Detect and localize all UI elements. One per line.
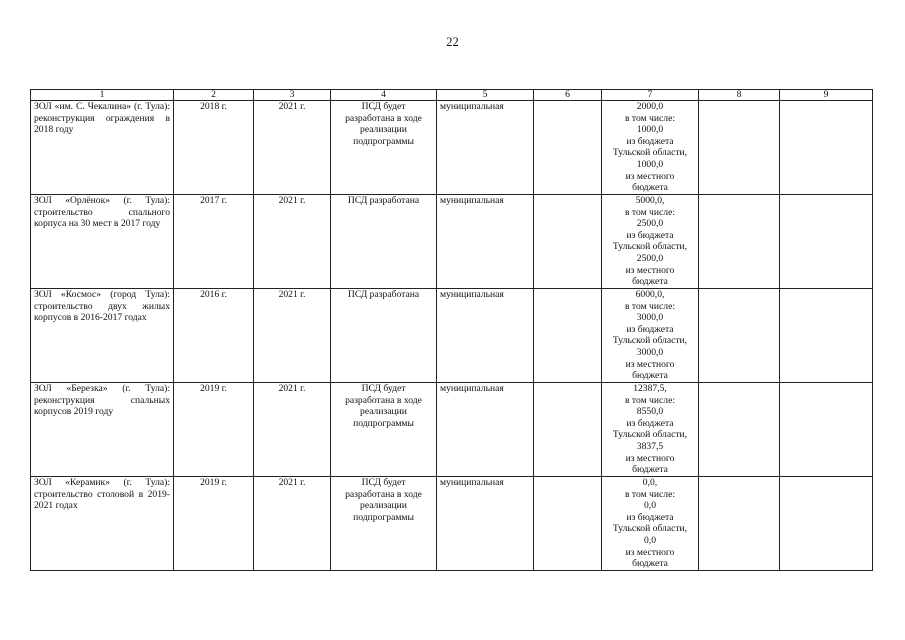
cell-col-1: ЗОЛ «Керамик» (г. Тула): строительство столовой в 2019-2021 годах <box>31 477 174 571</box>
cell-line: ПСД разработана <box>347 289 420 300</box>
table-row <box>31 477 873 571</box>
cell-line: подпрограммы <box>353 511 414 523</box>
cell-line: 12387,5, <box>633 383 667 394</box>
cell-line: 2000,0 <box>636 101 664 112</box>
table-row <box>31 289 873 383</box>
cell-col-2: 2016 г. <box>174 289 254 383</box>
cell-line: 2500,0 <box>636 218 664 230</box>
column-header: 1 <box>31 90 174 101</box>
cell-col-4 <box>331 101 437 195</box>
cell-line: Тульской области, <box>612 429 688 441</box>
column-number-row <box>31 90 873 101</box>
cell-line: 5000,0, <box>635 195 665 206</box>
table-row <box>31 195 873 289</box>
column-header: 7 <box>602 90 699 101</box>
cell-col-3: 2021 г. <box>254 289 331 383</box>
cell-col-7 <box>602 101 699 195</box>
cell-col-1: ЗОЛ «им. С. Чекалина» (г. Тула): реконструкция ограждения в 2018 году <box>31 101 174 195</box>
cell-line: подпрограммы <box>353 135 414 147</box>
cell-col-7 <box>602 289 699 383</box>
cell-line: реализации <box>360 124 407 136</box>
cell-line: из местного <box>625 546 675 558</box>
cell-col-5: муниципальная <box>437 195 534 289</box>
cell-line: Тульской области, <box>612 523 688 535</box>
cell-col-7 <box>602 477 699 571</box>
cell-line: из местного <box>625 452 675 464</box>
cell-line: разработана в ходе <box>345 488 422 500</box>
table-row <box>31 101 873 195</box>
column-header: 8 <box>699 90 780 101</box>
cell-line: разработана в ходе <box>345 112 422 124</box>
cell-col-1: ЗОЛ «Орлёнок» (г. Тула): строительство спального корпуса на 30 мест в 2017 году <box>31 195 174 289</box>
cell-col-6 <box>534 289 602 383</box>
cell-col-8 <box>699 195 780 289</box>
cell-col-7 <box>602 383 699 477</box>
cell-col-4 <box>331 195 437 289</box>
cell-col-1: ЗОЛ «Космос» (город Тула): строительство двух жилых корпусов в 2016-2017 годах <box>31 289 174 383</box>
cell-col-5: муниципальная <box>437 289 534 383</box>
cell-line: 2500,0 <box>636 252 664 264</box>
cell-line: из бюджета <box>626 323 674 335</box>
cell-col-8 <box>699 101 780 195</box>
cell-col-6 <box>534 195 602 289</box>
cell-line: бюджета <box>632 370 668 382</box>
cell-col-4 <box>331 383 437 477</box>
column-header: 6 <box>534 90 602 101</box>
cell-col-4 <box>331 289 437 383</box>
cell-line: разработана в ходе <box>345 394 422 406</box>
cell-col-5: муниципальная <box>437 101 534 195</box>
cell-line: ПСД будет <box>361 383 406 394</box>
program-table <box>30 89 873 571</box>
cell-line: Тульской области, <box>612 241 688 253</box>
cell-line: из бюджета <box>626 417 674 429</box>
cell-col-9 <box>780 101 873 195</box>
cell-line: 0,0, <box>642 477 658 488</box>
cell-col-2: 2018 г. <box>174 101 254 195</box>
cell-line: в том числе: <box>624 394 675 406</box>
cell-line: из бюджета <box>626 135 674 147</box>
cell-line: ПСД разработана <box>347 195 420 206</box>
cell-col-5: муниципальная <box>437 383 534 477</box>
column-header: 2 <box>174 90 254 101</box>
cell-col-3: 2021 г. <box>254 195 331 289</box>
cell-col-9 <box>780 383 873 477</box>
cell-line: в том числе: <box>624 112 675 124</box>
cell-col-3: 2021 г. <box>254 383 331 477</box>
cell-line: 0,0 <box>644 534 656 546</box>
cell-line: 0,0 <box>644 500 656 512</box>
cell-line: Тульской области, <box>612 147 688 159</box>
column-header: 5 <box>437 90 534 101</box>
cell-col-1: ЗОЛ «Березка» (г. Тула): реконструкция спальных корпусов 2019 году <box>31 383 174 477</box>
cell-col-5: муниципальная <box>437 477 534 571</box>
cell-line: бюджета <box>632 558 668 570</box>
column-header: 3 <box>254 90 331 101</box>
cell-line: 3000,0 <box>636 312 664 324</box>
column-header: 4 <box>331 90 437 101</box>
cell-line: бюджета <box>632 276 668 288</box>
cell-col-8 <box>699 383 780 477</box>
cell-line: 6000,0, <box>635 289 665 300</box>
cell-line: 1000,0 <box>636 158 664 170</box>
cell-line: реализации <box>360 500 407 512</box>
cell-col-6 <box>534 383 602 477</box>
cell-col-3: 2021 г. <box>254 101 331 195</box>
cell-line: ПСД будет <box>361 477 406 488</box>
cell-line: ПСД будет <box>361 101 406 112</box>
cell-line: в том числе: <box>624 300 675 312</box>
cell-col-9 <box>780 477 873 571</box>
cell-line: 8550,0 <box>636 406 664 418</box>
cell-col-2: 2017 г. <box>174 195 254 289</box>
cell-line: подпрограммы <box>353 417 414 429</box>
cell-line: бюджета <box>632 464 668 476</box>
cell-col-2: 2019 г. <box>174 477 254 571</box>
cell-line: реализации <box>360 406 407 418</box>
cell-line: в том числе: <box>624 206 675 218</box>
cell-col-4 <box>331 477 437 571</box>
cell-col-3: 2021 г. <box>254 477 331 571</box>
cell-line: из бюджета <box>626 229 674 241</box>
cell-line: 1000,0 <box>636 124 664 136</box>
cell-col-8 <box>699 289 780 383</box>
cell-line: Тульской области, <box>612 335 688 347</box>
cell-col-7 <box>602 195 699 289</box>
cell-line: бюджета <box>632 182 668 194</box>
cell-col-9 <box>780 195 873 289</box>
cell-line: 3000,0 <box>636 346 664 358</box>
cell-line: из бюджета <box>626 511 674 523</box>
cell-col-6 <box>534 477 602 571</box>
cell-col-9 <box>780 289 873 383</box>
table-row <box>31 383 873 477</box>
cell-line: в том числе: <box>624 488 675 500</box>
cell-line: из местного <box>625 358 675 370</box>
cell-col-8 <box>699 477 780 571</box>
cell-col-6 <box>534 101 602 195</box>
cell-line: 3837,5 <box>636 440 664 452</box>
page-number: 22 <box>446 35 459 49</box>
cell-line: из местного <box>625 264 675 276</box>
cell-col-2: 2019 г. <box>174 383 254 477</box>
cell-line: из местного <box>625 170 675 182</box>
column-header: 9 <box>780 90 873 101</box>
